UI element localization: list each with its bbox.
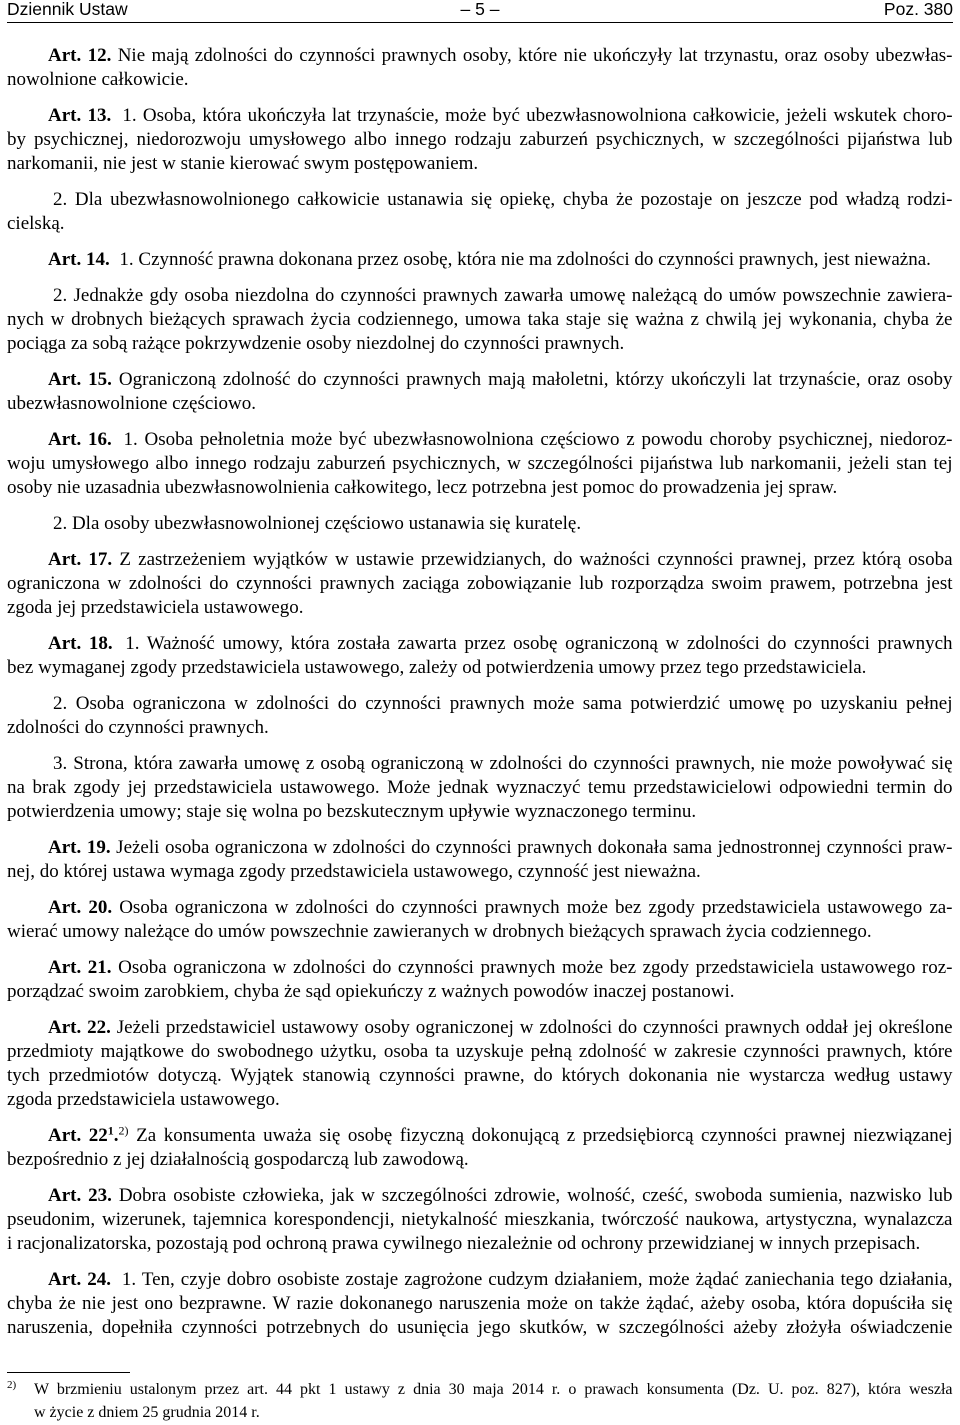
footnote-reference: 2) [118, 1123, 129, 1138]
article-number-superscript: 1 [107, 1123, 114, 1138]
line-content [7, 213, 65, 234]
line-text: Ważność umowy, która została zawarta przez osobę ograniczoną w zdolności do czynności prawnych [146, 633, 953, 654]
line-content [7, 1317, 953, 1338]
text-line [7, 44, 953, 68]
line-content [34, 1381, 953, 1398]
text-line [7, 1064, 953, 1088]
text-line [7, 656, 953, 680]
footnote-line [34, 1378, 953, 1401]
line-content [48, 1269, 953, 1290]
footnote-line [34, 1401, 953, 1424]
line-content [7, 333, 624, 354]
line-content [48, 249, 931, 270]
footnote-mark: 2) [7, 1379, 17, 1391]
section-paragraph [7, 692, 953, 740]
text-line [7, 1208, 953, 1232]
text-line [7, 452, 953, 476]
section-number: 1. [122, 105, 137, 126]
header-rule [7, 22, 953, 23]
section-number: 2. [52, 693, 68, 714]
text-line [7, 248, 953, 272]
text-line [7, 428, 953, 452]
line-text: Osoba pełnoletnia może być ubezwłasnowolniona częściowo z powodu choroby psychicznej, niedoroz- [144, 429, 953, 450]
text-line [7, 572, 953, 596]
text-line [7, 980, 953, 1004]
text-line [7, 548, 953, 572]
section-number: 1. [121, 1269, 137, 1290]
section-number: 2. [52, 189, 68, 210]
text-line [7, 1040, 953, 1064]
text-line [7, 800, 953, 824]
text-line [7, 68, 953, 92]
text-line [7, 692, 953, 716]
page-number: – 5 – [460, 0, 500, 19]
line-content [7, 1293, 953, 1314]
line-content [7, 597, 304, 618]
line-text: i racjonalizatorska, pozostają pod ochroną prawa cywilnego niezależnie od ochrony przewidzianej w innych przepisach. [7, 1233, 921, 1254]
line-content [7, 777, 953, 798]
article-paragraph [7, 44, 953, 92]
line-text: Czynność prawna dokonana przez osobę, która nie ma zdolności do czynności prawnych, jest nieważna. [138, 249, 931, 270]
line-text: przedmioty majątkowe do swobodnego użytku, osoba ta uzyskuje pełną zdolność w zakresie czynności prawnych, które [7, 1041, 953, 1062]
line-content [7, 981, 735, 1002]
text-line [7, 392, 953, 416]
line-content [48, 957, 953, 978]
text-line [7, 128, 953, 152]
section-paragraph [7, 752, 953, 824]
article-paragraph [7, 956, 953, 1004]
line-content [48, 753, 953, 774]
article-paragraph [7, 1268, 953, 1340]
section-number: 3. [52, 753, 68, 774]
text-line [7, 1148, 953, 1172]
section-number: 2. [52, 513, 68, 534]
line-content [7, 393, 256, 414]
article-paragraph [7, 1124, 953, 1172]
journal-name: Dziennik Ustaw [7, 0, 128, 19]
line-text: by psychicznej, niedorozwoju umysłowego albo innego rodzaju zaburzeń psychicznych, w szczególności pijaństwa lub [7, 129, 953, 150]
article-paragraph [7, 632, 953, 680]
line-content [34, 1404, 260, 1421]
line-content [48, 897, 953, 918]
line-text: Osoba, która ukończyła lat trzynaście, może być ubezwłasnowolniona całkowicie, jeżeli wskutek choro- [142, 105, 953, 126]
article-number: Art. 15. [48, 369, 112, 390]
line-content [7, 1233, 920, 1254]
text-line [7, 1232, 953, 1256]
article-paragraph [7, 1016, 953, 1112]
footnote-text: w życie z dniem 25 grudnia 2014 r. [34, 1404, 260, 1421]
article-number: Art. 22 [48, 1125, 108, 1146]
line-text: Dla ubezwłasnowolnionego całkowicie ustanawia się opiekę, chyba że pozostaje on jeszcze pod władzą rodzi- [74, 189, 953, 210]
section-number: 1. [125, 633, 140, 654]
article-paragraph [7, 368, 953, 416]
text-line [7, 596, 953, 620]
page-header [7, 0, 953, 20]
position-number: Poz. 380 [883, 0, 953, 19]
text-line [7, 632, 953, 656]
article-paragraph [7, 548, 953, 620]
text-line [7, 860, 953, 884]
article-number-suffix: . [113, 1125, 119, 1146]
line-content [48, 1125, 953, 1146]
line-text: Nie mają zdolności do czynności prawnych osoby, które nie ukończyły lat trzynastu, oraz osoby ubezwłas- [117, 45, 953, 66]
line-text: wierać umowy należące do umów powszechnie zawieranych w drobnych bieżących sprawach życia codziennego. [7, 921, 872, 942]
line-text: na brak zgody jej przedstawiciela ustawowego. Może jednak wyznaczyć temu przedstawicielowi odpowiedni termin do [7, 777, 953, 798]
line-text: tych przedmiotów dotyczą. Wyjątek stanowią czynności prawne, do których dokonania nie wystarcza według ustawy [7, 1065, 953, 1086]
line-text: Ten, czyje dobro osobiste zostaje zagrożone cudzym działaniem, może żądać zaniechania tego działania, [141, 1269, 953, 1290]
text-line [7, 512, 953, 536]
line-text: zgoda przedstawiciela ustawowego. [7, 1089, 280, 1110]
text-line [7, 752, 953, 776]
line-text: Dla osoby ubezwłasnowolnionej częściowo ustanawia się kuratelę. [71, 513, 582, 534]
line-content [7, 1065, 953, 1086]
line-content [7, 69, 189, 90]
line-text: Za konsumenta uważa się osobę fizyczną dokonującą z przedsiębiorcą czynności prawnej niezwiązanej [136, 1125, 953, 1146]
text-line [7, 1016, 953, 1040]
article-paragraph [7, 1184, 953, 1256]
line-text: Osoba ograniczona w zdolności do czynności prawnych może bez zgody przedstawiciela ustawowego roz- [118, 957, 953, 978]
section-number: 1. [119, 249, 134, 270]
line-text: Osoba ograniczona w zdolności do czynności prawnych może sama potwierdzić umowę po uzyskaniu pełnej [75, 693, 953, 714]
line-text: pseudonim, wizerunek, tajemnica korespondencji, nietykalność mieszkania, twórczość naukowa, artystyczna, wynalazcza [7, 1209, 953, 1230]
section-number: 2. [52, 285, 68, 306]
line-text: chyba że nie jest ono bezprawne. W razie dokonanego naruszenia może on także żądać, ażeby osoba, która dopuściła się [7, 1293, 953, 1314]
line-text: osoby nie uzasadnia ubezwłasnowolnienia całkowitego, lecz potrzebna jest pomoc do prowadzenia jej spraw. [7, 477, 838, 498]
line-content [7, 1041, 953, 1062]
text-line [7, 836, 953, 860]
line-text: bez wymaganej zgody przedstawiciela ustawowego, zależy od potwierdzenia umowy przez tego przedstawiciela. [7, 657, 867, 678]
line-text: ograniczona w zdolności do czynności prawnych zaciąga zobowiązanie lub rozporządza swoim prawem, potrzebna jest [7, 573, 953, 594]
footnote-rule [7, 1372, 130, 1373]
line-text: Jeżeli osoba ograniczona w zdolności do czynności prawnych dokonała sama jednostronnej czynności praw- [116, 837, 953, 858]
section-paragraph [7, 284, 953, 356]
text-line [7, 1316, 953, 1340]
line-content [48, 1017, 953, 1038]
line-content [48, 45, 953, 66]
legal-text-body [7, 44, 953, 1340]
line-content [48, 285, 953, 306]
article-paragraph [7, 896, 953, 944]
text-line [7, 188, 953, 212]
line-text: Ograniczoną zdolność do czynności prawnych mają małoletni, którzy ukończyli lat trzynaście, oraz osoby [118, 369, 953, 390]
line-text: nych w drobnych bieżących sprawach życia codziennego, umowa taka staje się ważna z chwilą jej wykonania, chyba że [7, 309, 953, 330]
text-line [7, 1268, 953, 1292]
line-text: potwierdzenia umowy; staje się wolna po bezskutecznym upływie wyznaczonego terminu. [7, 801, 697, 822]
article-paragraph [7, 248, 953, 272]
line-text: ubezwłasnowolnione częściowo. [7, 393, 257, 414]
line-content [48, 633, 953, 654]
line-content [7, 309, 953, 330]
line-text: narkomanii, nie jest w stanie kierować swym postępowaniem. [7, 153, 479, 174]
line-content [48, 105, 953, 126]
article-number: Art. 23. [48, 1185, 112, 1206]
text-line [7, 332, 953, 356]
line-content [7, 921, 872, 942]
line-text: Dobra osobiste człowieka, jak w szczególności zdrowie, wolność, cześć, swoboda sumienia, nazwisko lub [118, 1185, 953, 1206]
text-line [7, 152, 953, 176]
text-line [7, 896, 953, 920]
text-line [7, 1124, 953, 1148]
article-number: Art. 13. [48, 105, 112, 126]
text-line [7, 1088, 953, 1112]
text-line [7, 212, 953, 236]
article-paragraph [7, 104, 953, 176]
line-text: Jednakże gdy osoba niezdolna do czynności prawnych zawarła umowę należącą do umów powszechnie zawiera- [73, 285, 953, 306]
line-content [7, 573, 953, 594]
line-content [7, 1209, 953, 1230]
text-line [7, 1292, 953, 1316]
article-paragraph [7, 428, 953, 500]
text-line [7, 956, 953, 980]
line-text: bezpośrednio z jej działalnością gospodarczą lub zawodową. [7, 1149, 469, 1170]
line-content [48, 549, 953, 570]
article-number: Art. 12. [48, 45, 112, 66]
article-number: Art. 16. [48, 429, 112, 450]
line-content [48, 513, 581, 534]
line-text: Jeżeli przedstawiciel ustawowy osoby ograniczonej w zdolności do czynności prawnych oddał jej określone [116, 1017, 953, 1038]
article-number: Art. 22. [48, 1017, 111, 1038]
line-text: Osoba ograniczona w zdolności do czynności prawnych może bez zgody przedstawiciela ustawowego za- [119, 897, 953, 918]
footnote-text: W brzmieniu ustalonym przez art. 44 pkt 1 ustawy z dnia 30 maja 2014 r. o prawach konsumenta (Dz. U. poz. 827), która weszła [34, 1381, 953, 1398]
line-content [7, 129, 953, 150]
line-content [48, 429, 953, 450]
line-content [7, 477, 837, 498]
line-text: zdolności do czynności prawnych. [7, 717, 269, 738]
text-line [7, 308, 953, 332]
text-line [7, 284, 953, 308]
line-text: naruszenia, dopełniła czynności potrzebnych do usunięcia jego skutków, w szczególności ażeby złożyła oświadczenie [7, 1317, 953, 1338]
line-text: Strona, która zawarła umowę z osobą ograniczoną w zdolności do czynności prawnych, nie może powoływać się [73, 753, 953, 774]
line-text: nowolnione całkowicie. [7, 69, 189, 90]
text-line [7, 368, 953, 392]
line-content [48, 693, 953, 714]
text-line [7, 476, 953, 500]
article-number: Art. 19. [48, 837, 111, 858]
article-number: Art. 14. [48, 249, 110, 270]
footnote [34, 1378, 953, 1424]
text-line [7, 1184, 953, 1208]
text-line [7, 776, 953, 800]
article-number: Art. 21. [48, 957, 112, 978]
line-text: zgoda jej przedstawiciela ustawowego. [7, 597, 304, 618]
line-content [7, 453, 953, 474]
line-text: porządzać swoim zarobkiem, chyba że sąd opiekuńczy z ważnych powodów inaczej postanowi. [7, 981, 735, 1002]
line-content [7, 657, 866, 678]
article-number: Art. 24. [48, 1269, 111, 1290]
section-paragraph [7, 188, 953, 236]
line-text: nej, do której ustawa wymaga zgody przedstawiciela ustawowego, czynność jest nieważna. [7, 861, 701, 882]
line-content [7, 801, 696, 822]
line-content [48, 1185, 953, 1206]
section-number: 1. [123, 429, 138, 450]
article-paragraph [7, 836, 953, 884]
line-content [48, 837, 953, 858]
line-text: pociąga za sobą rażące pokrzywdzenie osoby niezdolnej do czynności prawnych. [7, 333, 625, 354]
line-content [7, 153, 478, 174]
article-number: Art. 18. [48, 633, 113, 654]
line-content [7, 1089, 280, 1110]
article-number: Art. 17. [48, 549, 113, 570]
text-line [7, 104, 953, 128]
text-line [7, 716, 953, 740]
line-content [48, 369, 953, 390]
text-line [7, 920, 953, 944]
line-text: cielską. [7, 213, 65, 234]
article-number: Art. 20. [48, 897, 113, 918]
line-content [7, 1149, 469, 1170]
section-paragraph [7, 512, 953, 536]
line-content [7, 861, 701, 882]
line-text: Z zastrzeżeniem wyjątków w ustawie przewidzianych, do ważności czynności prawnej, przez którą osoba [119, 549, 953, 570]
line-content [7, 717, 269, 738]
line-text: woju umysłowego albo innego rodzaju zaburzeń psychicznych, w szczególności pijaństwa lub narkomanii, jeżeli stan tej [7, 453, 953, 474]
line-content [48, 189, 953, 210]
